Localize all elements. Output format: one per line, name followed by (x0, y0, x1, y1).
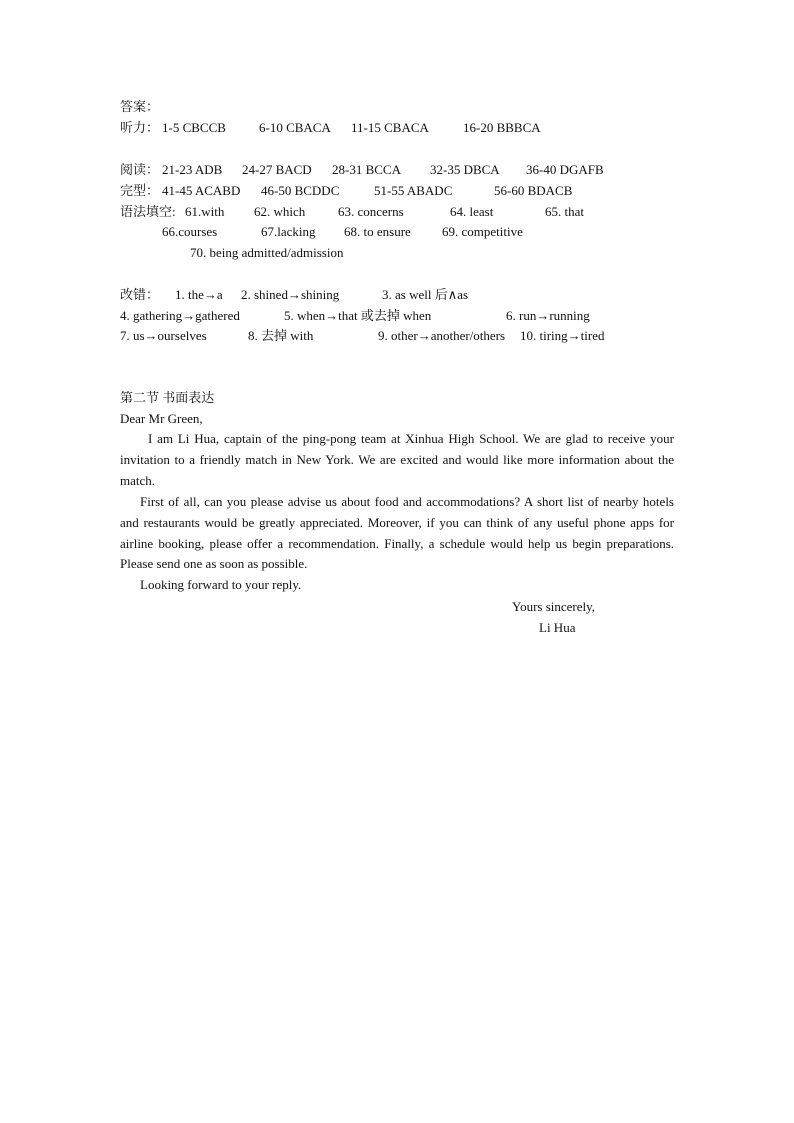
answer-item: 9. other→another/others (378, 328, 506, 343)
answer-item: 28-31 BCCA (332, 162, 401, 177)
answer-item: 69. competitive (442, 224, 523, 239)
cloze-label: 完型： (120, 183, 160, 198)
salutation: Dear Mr Green, (120, 411, 203, 426)
letter-paragraph: I am Li Hua, captain of the ping-pong team at Xinhua High School. We are glad to receive your invitation to a friendly match in New York. We are excited and would like more information about the match. (120, 431, 674, 488)
answer-item: 61.with (185, 204, 225, 219)
answer-item: 67.lacking (261, 224, 316, 239)
answer-item: 6-10 CBACA (259, 120, 331, 135)
answer-item: 8. 去掉 with (248, 328, 314, 343)
answer-item: 36-40 DGAFB (526, 162, 604, 177)
answer-item: 62. which (254, 204, 306, 219)
answer-item: 63. concerns (338, 204, 404, 219)
answer-item: 70. being admitted/admission (190, 245, 344, 260)
answer-item: 1-5 CBCCB (162, 120, 226, 135)
answers-heading: 答案： (120, 99, 160, 114)
answer-item: 5. when→that 或去掉 when (284, 308, 432, 323)
answer-item: 46-50 BCDDC (261, 183, 340, 198)
answer-item: 1. the→a (175, 287, 223, 302)
listening-label: 听力： (120, 120, 160, 135)
answer-item: 32-35 DBCA (430, 162, 500, 177)
answer-item: 64. least (450, 204, 494, 219)
signature: Li Hua (539, 620, 576, 635)
answer-item: 16-20 BBBCA (463, 120, 541, 135)
reading-label: 阅读： (120, 162, 160, 177)
answer-item: 65. that (545, 204, 584, 219)
grammar-label: 语法填空: (120, 204, 176, 219)
answer-item: 6. run→running (506, 308, 590, 323)
closing: Yours sincerely, (512, 599, 596, 614)
answer-item: 2. shined→shining (241, 287, 340, 302)
answer-item: 10. tiring→tired (520, 328, 605, 343)
answer-item: 11-15 CBACA (351, 120, 429, 135)
answer-item: 51-55 ABADC (374, 183, 453, 198)
answer-item: 66.courses (162, 224, 218, 239)
answer-item: 4. gathering→gathered (120, 308, 240, 323)
answer-item: 21-23 ADB (162, 162, 223, 177)
letter-paragraph: Looking forward to your reply. (140, 577, 302, 592)
correction-label: 改错： (120, 287, 160, 302)
answer-item: 68. to ensure (344, 224, 411, 239)
answer-item: 56-60 BDACB (494, 183, 573, 198)
letter-paragraph: First of all, can you please advise us about food and accommodations? A short list of nearby hotels and restaurants would be greatly appreciated. Moreover, if you can think of any useful phone apps for airline booking, please offer a recommendation. Finally, a schedule would help us begin preparations. Please send one as soon as possible. (120, 494, 674, 572)
answer-item: 41-45 ACABD (162, 183, 241, 198)
section-title: 第二节 书面表达 (120, 390, 215, 405)
answer-item: 3. as well 后∧as (382, 287, 469, 302)
answer-item: 7. us→ourselves (120, 328, 207, 343)
answer-item: 24-27 BACD (242, 162, 312, 177)
